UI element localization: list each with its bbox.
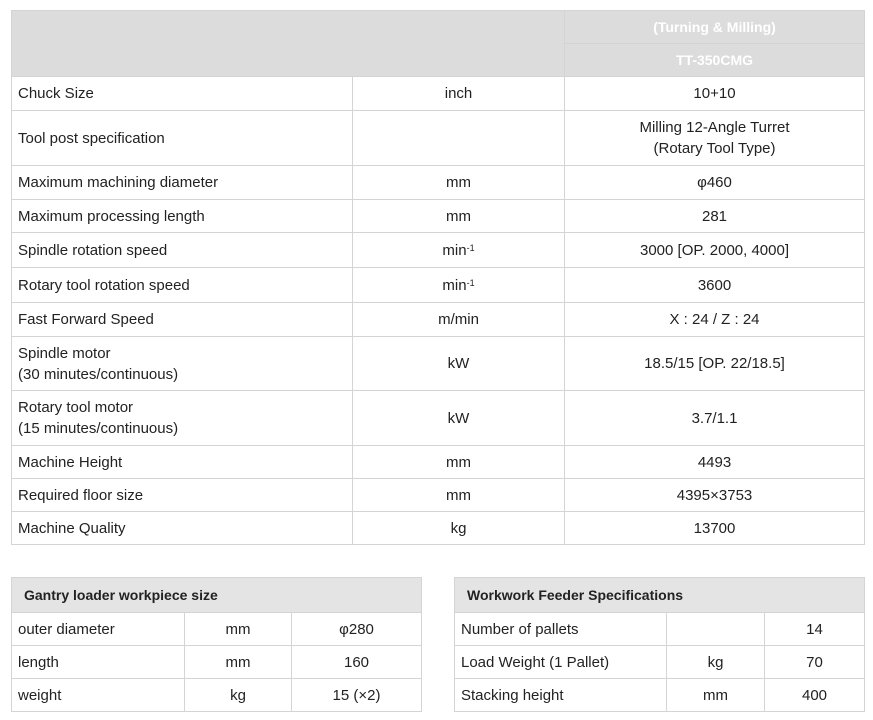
spec-header-row bbox=[12, 11, 865, 44]
table-row bbox=[12, 512, 865, 545]
row-unit: kW bbox=[353, 337, 565, 391]
gantry-table bbox=[11, 577, 422, 712]
row-value: 400 bbox=[765, 679, 865, 712]
row-value: 160 bbox=[292, 646, 422, 679]
row-unit: mm bbox=[185, 646, 292, 679]
feeder-header-row bbox=[455, 578, 865, 613]
table-row bbox=[12, 233, 865, 268]
row-value-line: (Rotary Tool Type) bbox=[653, 140, 776, 157]
unit-superscript: -1 bbox=[466, 242, 475, 253]
row-value bbox=[565, 111, 865, 166]
row-value: 3600 bbox=[565, 268, 865, 303]
row-label bbox=[12, 337, 353, 391]
row-unit: mm bbox=[353, 479, 565, 512]
row-label: Load Weight (1 Pallet) bbox=[455, 646, 667, 679]
model-name: TT-350CMG bbox=[565, 44, 865, 77]
row-unit bbox=[667, 613, 765, 646]
feeder-title: Workwork Feeder Specifications bbox=[455, 578, 865, 613]
table-row bbox=[12, 391, 865, 446]
table-row bbox=[12, 77, 865, 111]
row-value: 3000 [OP. 2000, 4000] bbox=[565, 233, 865, 268]
row-value: φ280 bbox=[292, 613, 422, 646]
row-unit: kg bbox=[185, 679, 292, 712]
feeder-table bbox=[454, 577, 865, 712]
row-label: outer diameter bbox=[12, 613, 185, 646]
row-label: Number of pallets bbox=[455, 613, 667, 646]
spec-table bbox=[11, 10, 865, 545]
table-row bbox=[455, 679, 865, 712]
row-label-line: Rotary tool motor bbox=[18, 399, 134, 416]
row-label: Stacking height bbox=[455, 679, 667, 712]
model-type: (Turning & Milling) bbox=[565, 11, 865, 44]
table-row bbox=[12, 166, 865, 200]
gantry-title: Gantry loader workpiece size bbox=[12, 578, 422, 613]
row-unit: m/min bbox=[353, 303, 565, 337]
table-row bbox=[12, 200, 865, 233]
table-row bbox=[12, 111, 865, 166]
row-label: Tool post specification bbox=[12, 111, 353, 166]
row-unit bbox=[353, 233, 565, 268]
row-label: Maximum processing length bbox=[12, 200, 353, 233]
row-unit: kW bbox=[353, 391, 565, 446]
row-value: 10+10 bbox=[565, 77, 865, 111]
row-label: Rotary tool rotation speed bbox=[12, 268, 353, 303]
table-row bbox=[12, 268, 865, 303]
row-value: 70 bbox=[765, 646, 865, 679]
row-label: Machine Quality bbox=[12, 512, 353, 545]
row-unit: kg bbox=[353, 512, 565, 545]
row-unit: inch bbox=[353, 77, 565, 111]
row-value: 281 bbox=[565, 200, 865, 233]
row-label: Machine Height bbox=[12, 446, 353, 479]
row-label: Spindle rotation speed bbox=[12, 233, 353, 268]
table-row bbox=[12, 303, 865, 337]
row-unit: mm bbox=[353, 166, 565, 200]
table-row bbox=[12, 646, 422, 679]
row-unit: mm bbox=[353, 200, 565, 233]
row-value: 4395×3753 bbox=[565, 479, 865, 512]
row-unit: mm bbox=[185, 613, 292, 646]
row-value: X : 24 / Z : 24 bbox=[565, 303, 865, 337]
row-value-line: Milling 12-Angle Turret bbox=[639, 119, 790, 136]
row-value: φ460 bbox=[565, 166, 865, 200]
row-value: 13700 bbox=[565, 512, 865, 545]
table-row bbox=[12, 679, 422, 712]
spec-header-blank bbox=[12, 11, 565, 77]
row-unit bbox=[353, 268, 565, 303]
unit-superscript: -1 bbox=[466, 277, 475, 288]
row-label: Maximum machining diameter bbox=[12, 166, 353, 200]
row-value: 3.7/1.1 bbox=[565, 391, 865, 446]
unit-base: min bbox=[442, 276, 467, 294]
row-label: weight bbox=[12, 679, 185, 712]
row-value: 18.5/15 [OP. 22/18.5] bbox=[565, 337, 865, 391]
row-label: Chuck Size bbox=[12, 77, 353, 111]
row-value: 15 (×2) bbox=[292, 679, 422, 712]
row-label-line: Spindle motor bbox=[18, 344, 111, 362]
row-label: length bbox=[12, 646, 185, 679]
table-row bbox=[12, 613, 422, 646]
row-label bbox=[12, 391, 353, 446]
table-row bbox=[12, 337, 865, 391]
table-row bbox=[455, 646, 865, 679]
table-row bbox=[455, 613, 865, 646]
unit-base: min bbox=[442, 241, 467, 259]
row-unit bbox=[353, 111, 565, 166]
row-unit: mm bbox=[667, 679, 765, 712]
row-label: Fast Forward Speed bbox=[12, 303, 353, 337]
table-row bbox=[12, 479, 865, 512]
gantry-header-row bbox=[12, 578, 422, 613]
table-row bbox=[12, 446, 865, 479]
row-label-line: (15 minutes/continuous) bbox=[18, 420, 179, 437]
row-unit: kg bbox=[667, 646, 765, 679]
row-label: Required floor size bbox=[12, 479, 353, 512]
row-label-line: (30 minutes/continuous) bbox=[18, 365, 179, 383]
row-value: 4493 bbox=[565, 446, 865, 479]
row-value: 14 bbox=[765, 613, 865, 646]
row-unit: mm bbox=[353, 446, 565, 479]
